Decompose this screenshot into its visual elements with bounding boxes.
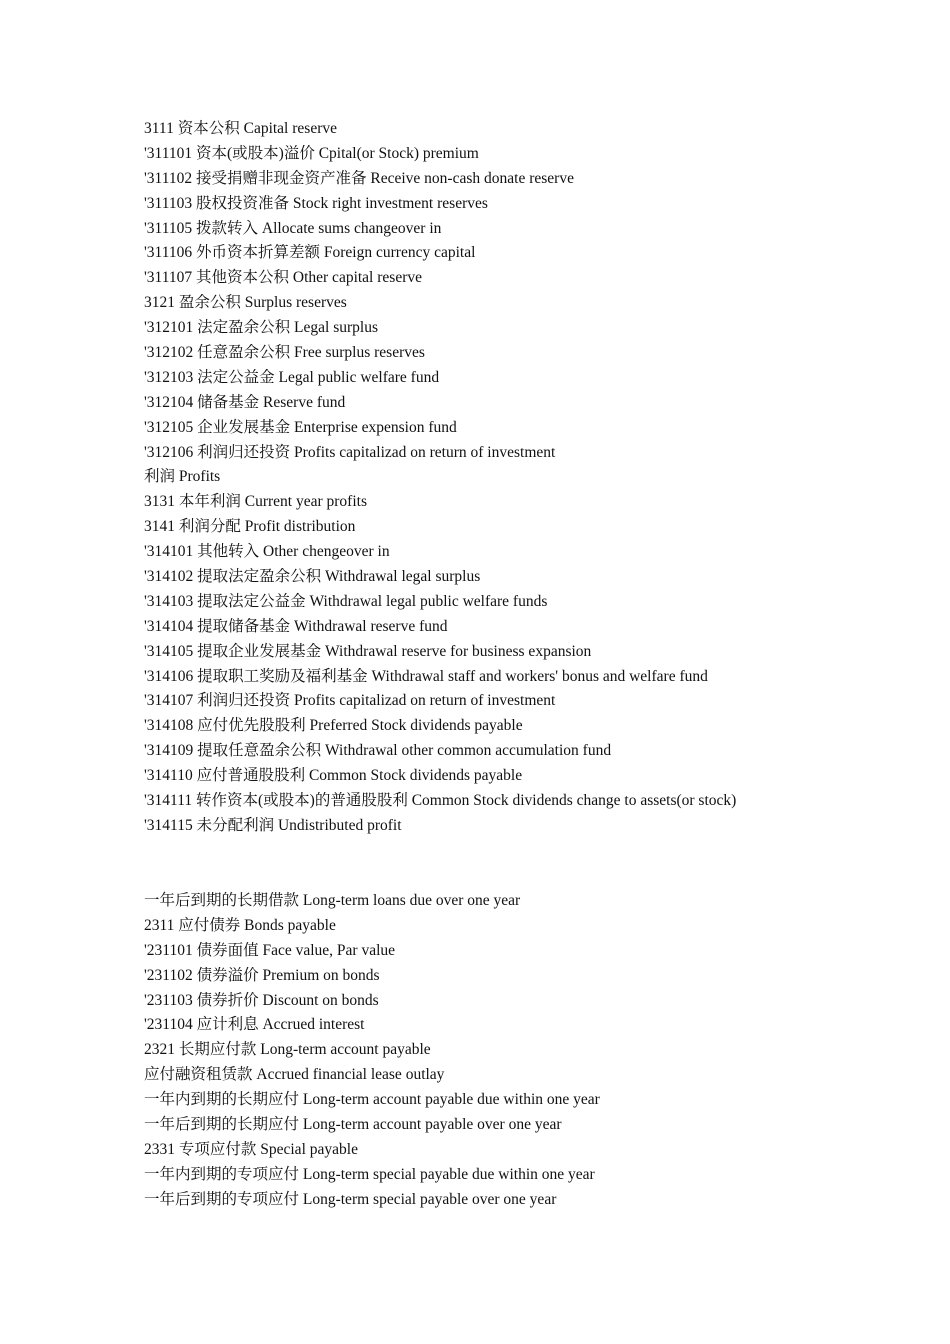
account-line: '314103 提取法定公益金 Withdrawal legal public welfare funds — [144, 592, 548, 610]
account-line: 一年后到期的长期借款 Long-term loans due over one year — [144, 892, 521, 909]
account-line: '314111 转作资本(或股本)的普通股股利 Common Stock dividends change to assets(or stock) — [144, 792, 737, 810]
account-line: 一年内到期的专项应付 Long-term special payable due within one year — [144, 1165, 595, 1183]
account-line: '231102 债券溢价 Premium on bonds — [144, 966, 380, 984]
account-line: 2311 应付债券 Bonds payable — [144, 916, 336, 934]
account-line: 3121 盈余公积 Surplus reserves — [144, 294, 347, 312]
account-line: '231104 应计利息 Accrued interest — [144, 1016, 365, 1034]
account-line: '312104 储备基金 Reserve fund — [144, 393, 346, 411]
account-line: '314105 提取企业发展基金 Withdrawal reserve for business expansion — [144, 642, 592, 660]
account-line: '314102 提取法定盈余公积 Withdrawal legal surplus — [144, 568, 481, 586]
account-line: 3111 资本公积 Capital reserve — [144, 120, 337, 137]
account-line: 应付融资租赁款 Accrued financial lease outlay — [144, 1066, 445, 1084]
account-line: '311107 其他资本公积 Other capital reserve — [144, 269, 422, 287]
account-line: 3131 本年利润 Current year profits — [144, 493, 367, 511]
account-line: 3141 利润分配 Profit distribution — [144, 518, 356, 536]
account-line: '314110 应付普通股股利 Common Stock dividends payable — [144, 767, 523, 785]
account-line: '312102 任意盈余公积 Free surplus reserves — [144, 344, 425, 362]
account-line: '314104 提取储备基金 Withdrawal reserve fund — [144, 617, 448, 635]
account-line: '314115 未分配利润 Undistributed profit — [144, 816, 402, 834]
account-line: 2331 专项应付款 Special payable — [144, 1140, 358, 1158]
account-line: '231103 债券折价 Discount on bonds — [144, 991, 379, 1009]
account-line: '311101 资本(或股本)溢价 Cpital(or Stock) premium — [144, 144, 479, 162]
account-line: 一年内到期的长期应付 Long-term account payable due within one year — [144, 1091, 600, 1109]
account-line: 一年后到期的专项应付 Long-term special payable over one year — [144, 1190, 557, 1208]
account-line: '311103 股权投资准备 Stock right investment reserves — [144, 194, 488, 212]
account-line: '311105 拨款转入 Allocate sums changeover in — [144, 219, 442, 237]
account-line: '231101 债券面值 Face value, Par value — [144, 941, 396, 959]
account-line: '312103 法定公益金 Legal public welfare fund — [144, 368, 440, 386]
account-line: '312105 企业发展基金 Enterprise expension fund — [144, 418, 457, 436]
account-line: 利润 Profits — [144, 468, 221, 486]
account-line: 一年后到期的长期应付 Long-term account payable over one year — [144, 1116, 562, 1134]
account-line: '312106 利润归还投资 Profits capitalizad on return of investment — [144, 443, 556, 461]
account-line: '314106 提取职工奖励及福利基金 Withdrawal staff and workers' bonus and welfare fund — [144, 667, 708, 685]
account-list-liabilities — [144, 889, 924, 1213]
account-line: '314108 应付优先股股利 Preferred Stock dividends payable — [144, 717, 523, 735]
account-line: '314101 其他转入 Other chengeover in — [144, 543, 390, 561]
account-list-equity — [144, 117, 924, 839]
account-line: '314109 提取任意盈余公积 Withdrawal other common accumulation fund — [144, 742, 612, 760]
account-line: '311102 接受捐赠非现金资产准备 Receive non-cash donate reserve — [144, 169, 574, 187]
account-line: '312101 法定盈余公积 Legal surplus — [144, 319, 378, 337]
account-line: '314107 利润归还投资 Profits capitalizad on return of investment — [144, 692, 556, 710]
account-line: 2321 长期应付款 Long-term account payable — [144, 1041, 431, 1059]
account-line: '311106 外币资本折算差额 Foreign currency capital — [144, 244, 476, 262]
